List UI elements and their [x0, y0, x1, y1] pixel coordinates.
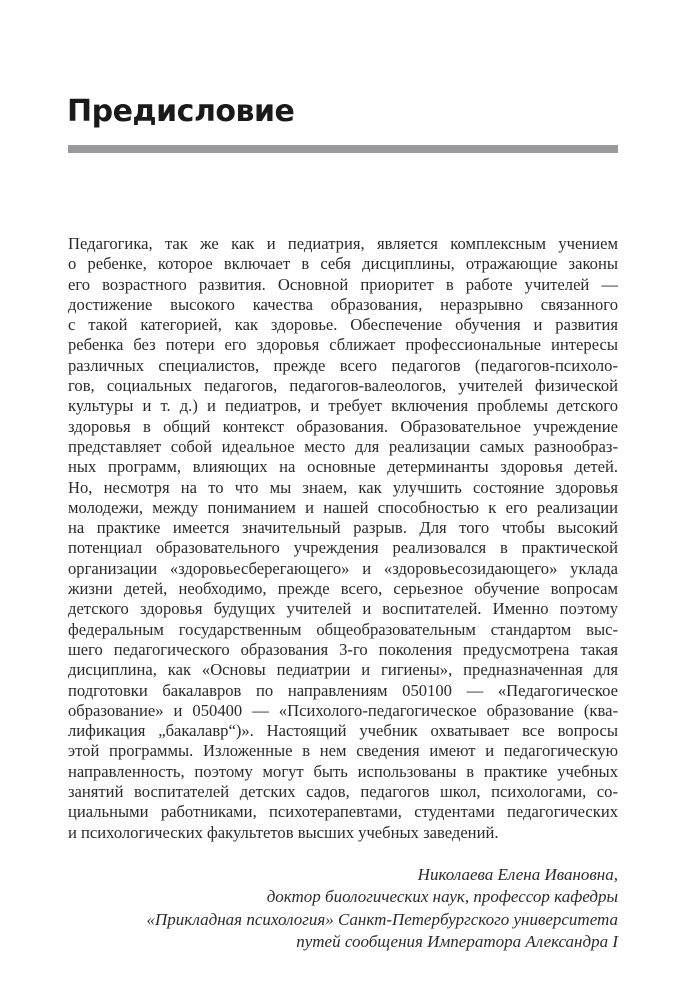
body-text-line: на практике имеется значительный разрыв. Для того чтобы высокий — [68, 518, 618, 538]
heading-divider — [68, 145, 618, 153]
body-text-line: различных специалистов, прежде всего педагогов (педагогов-психоло- — [68, 355, 618, 375]
body-text-line: жизни детей, необходимо, прежде всего, серьезное обучение вопросам — [68, 579, 618, 599]
body-text-line: потенциал образовательного учреждения реализовался в практической — [68, 538, 618, 558]
body-text-line: образование» и 050400 — «Психолого-педагогическое образование (ква- — [68, 700, 618, 720]
body-text-line: и психологических факультетов высших учебных заведений. — [68, 822, 499, 842]
body-text-line: направленность, поэтому могут быть использованы в практике учебных — [68, 761, 618, 781]
body-text-line: гов, социальных педагогов, педагогов-валеологов, учителей физической — [68, 376, 618, 396]
body-text-line: ных программ, влияющих на основные детерминанты здоровья детей. — [68, 457, 618, 477]
body-text-line: федеральным государственным общеобразовательным стандартом выс- — [68, 619, 618, 639]
signature-name: Николаева Елена Ивановна, — [417, 865, 618, 884]
body-text-line: его возрастного развития. Основной приоритет в работе учителей — — [68, 274, 618, 294]
body-text-line: занятий воспитателей детских садов, педагогов школ, психологами, со- — [68, 782, 618, 802]
signature-university: путей сообщения Императора Александра I — [296, 931, 618, 951]
signature-title: доктор биологических наук, профессор кафедры — [266, 887, 618, 907]
body-text-line: подготовки бакалавров по направлениям 050100 — «Педагогическое — [68, 680, 618, 700]
body-text-line: организации «здоровьесберегающего» и «здоровьесозидающего» уклада — [68, 558, 618, 578]
preface-body — [68, 234, 618, 843]
body-text-line: Но, несмотря на то что мы знаем, как улучшить состояние здоровья — [68, 477, 618, 497]
page-title: Предисловие — [67, 94, 295, 129]
body-text-line: циальными работниками, психотерапевтами, студентами педагогических — [68, 802, 618, 822]
body-text-line: детского здоровья будущих учителей и воспитателей. Именно поэтому — [68, 599, 618, 619]
body-text-line: о ребенке, которое включает в себя дисциплины, отражающие законы — [68, 254, 618, 274]
author-signature — [146, 864, 618, 953]
body-text-line: этой программы. Изложенные в нем сведения имеют и педагогическую — [68, 741, 618, 761]
body-text-line: шего педагогического образования 3-го поколения предусмотрена такая — [68, 639, 618, 659]
body-text-line: здоровья в общий контекст образования. Образовательное учреждение — [68, 416, 618, 436]
body-text-line: лификация „бакалавр“)». Настоящий учебник охватывает все вопросы — [68, 721, 618, 741]
body-text-line: молодежи, между пониманием и нашей способностью к его реализации — [68, 497, 618, 517]
body-text-line: дисциплина, как «Основы педиатрии и гигиены», предназначенная для — [68, 660, 618, 680]
signature-department: «Прикладная психология» Санкт-Петербургского университета — [146, 909, 618, 929]
body-text-line: представляет собой идеальное место для реализации самых разнообраз- — [68, 436, 618, 456]
body-text-line: достижение высокого качества образования, неразрывно связанного — [68, 294, 618, 314]
body-text-line: Педагогика, так же как и педиатрия, является комплексным учением — [68, 234, 618, 253]
body-text-line: с такой категорией, как здоровье. Обеспечение обучения и развития — [68, 315, 618, 335]
body-text-line: ребенка без потери его здоровья сближает профессиональные интересы — [68, 335, 618, 355]
body-text-line: культуры и т. д.) и педиатров, и требует включения проблемы детского — [68, 396, 618, 416]
